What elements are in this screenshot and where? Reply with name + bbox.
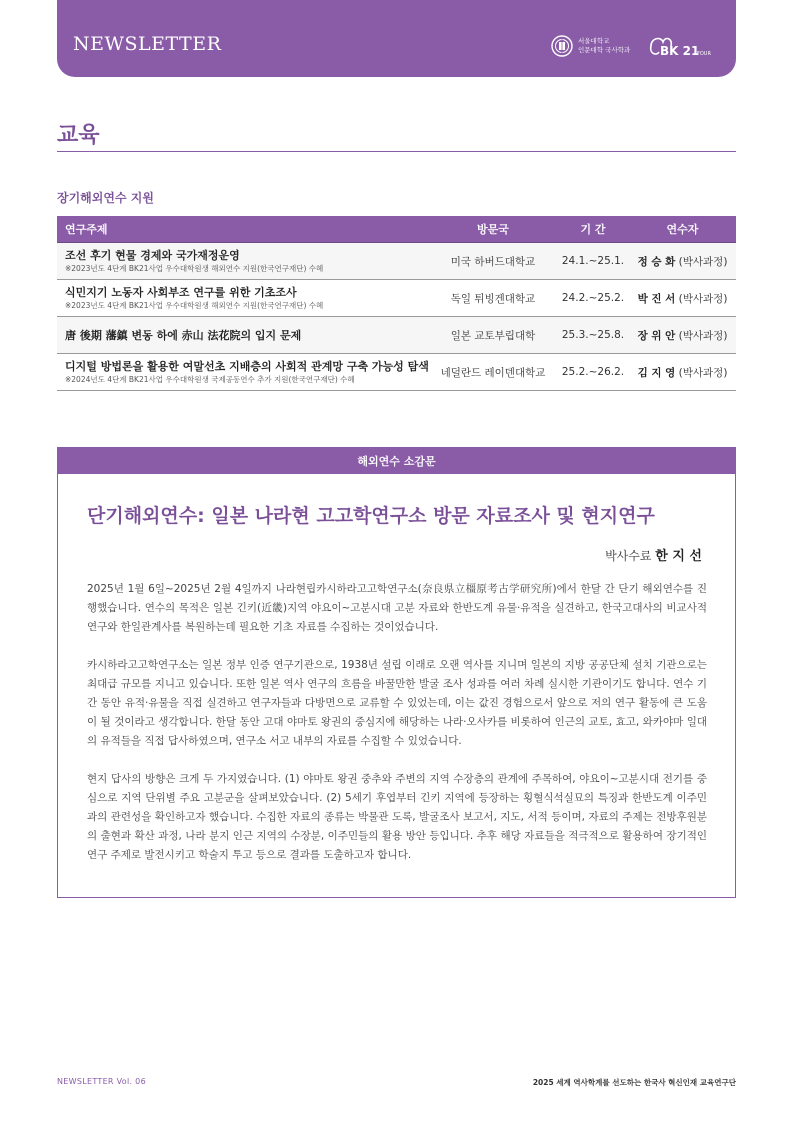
essay-title: 단기해외연수: 일본 나라현 고고학연구소 방문 자료조사 및 현지연구: [87, 505, 655, 527]
subsection-title: 장기해외연수 지원: [57, 191, 154, 205]
header-band: [57, 0, 736, 77]
row-period: 24.1.~25.1.: [561, 255, 625, 267]
row-note: ※2023년도 4단계 BK21사업 우수대학원생 해외연수 지원(한국연구재단) 수혜: [65, 264, 324, 273]
section-divider: [57, 151, 736, 152]
row-topic: 조선 후기 현물 경제와 국가재정운영: [65, 249, 240, 262]
row-researcher: 장 위 안 (박사과정): [637, 329, 728, 342]
table-header: [57, 216, 736, 243]
row-researcher: 김 지 영 (박사과정): [637, 366, 728, 379]
row-topic: 디지털 방법론을 활용한 여말선초 지배층의 사회적 관계망 구축 가능성 탐색: [65, 360, 429, 373]
table-row: [57, 280, 736, 317]
row-topic: 식민지기 노동자 사회부조 연구를 위한 기초조사: [65, 286, 297, 299]
row-note: ※2023년도 4단계 BK21사업 우수대학원생 해외연수 지원(한국연구재단) 수혜: [65, 301, 324, 310]
university-seal-icon: [551, 35, 573, 57]
row-institution: 일본 교토부립대학: [450, 329, 536, 342]
university-name: 서울대학교 인문대학 국사학과: [578, 37, 631, 54]
footer-organization: 2025 세계 역사학계를 선도하는 한국사 혁신인재 교육연구단: [532, 1078, 736, 1087]
column-header-institution: 방문국: [477, 223, 509, 236]
essay-paragraph: 카시하라고고학연구소는 일본 정부 인증 연구기관으로, 1938년 설립 이래로 오랜 역사를 지니며 일본의 지방 공공단체 설치 기관으로는 최대급 규모를 지니고 있습니다. 또한 일본 역사 연구의 흐름을 바꿀만한 발굴 조사 성과를 여러 차례 실시한 기관이기도 합니다. 연수 기간 동안 유적·유물을 직접 실견하고 연구자들과 다방면으로 교류할 수 있었는데, 이는 값진 경험으로서 앞으로 저의 연구 활동에 큰 도움이 될 것이라고 생각합니다. 한달 동안 고대 야마토 왕권의 중심지에 해당하는 나라·오사카를 비롯하여 인근의 교토, 효고, 와카야마 일대의 유적들을 직접 답사하였으며, 연구소 서고 내부의 자료를 수집할 수 있었습니다.: [87, 659, 707, 747]
row-institution: 네덜란드 레이덴대학교: [440, 366, 546, 379]
row-researcher: 박 진 서 (박사과정): [637, 292, 728, 305]
essay-box: [57, 447, 736, 898]
svg-text:BK 21: BK 21: [660, 44, 700, 58]
footer-volume: NEWSLETTER Vol. 06: [57, 1077, 146, 1086]
section-title: 교육: [57, 123, 100, 148]
row-institution: 독일 튀빙겐대학교: [450, 292, 536, 305]
essay-paragraph: 현지 답사의 방향은 크게 두 가지였습니다. (1) 야마토 왕권 중추와 주변의 지역 수장층의 관계에 주목하여, 야요이~고분시대 전기를 중심으로 지역 단위별 주요 고분군을 살펴보았습니다. (2) 5세기 후엽부터 긴키 지역에 등장하는 횡혈식석실묘의 특징과 한반도계 이주민과의 관련성을 확인하고자 했습니다. 수집한 자료의 종류는 박물관 도록, 발굴조사 보고서, 지도, 서적 등이며, 자료의 주제는 전방후원분의 출현과 확산 과정, 나라 분지 인근 지역의 수장분, 이주민들의 활용 방안 등입니다. 추후 해당 자료들을 적극적으로 활용하여 장기적인 연구 주제로 발전시키고 학술지 투고 등으로 결과를 도출하고자 합니다.: [87, 773, 707, 861]
row-topic: 唐 後期 藩鎮 변동 하에 赤山 法花院의 입지 문제: [65, 328, 302, 342]
column-header-period: 기 간: [580, 223, 606, 236]
overseas-training-table: [57, 216, 736, 391]
column-header-topic: 연구주제: [65, 223, 108, 236]
essay-paragraph: 2025년 1월 6일~2025년 2월 4일까지 나라현립카시하라고고학연구소(奈良県立橿原考古学研究所)에서 한달 간 단기 해외연수를 진행했습니다. 연수의 목적은 일본 긴키(近畿)지역 야요이~고분시대 고분 자료와 한반도계 유물·유적을 실견하고, 한국고대사의 비교사적 연구와 한일관계사를 복원하는데 필요한 기초 자료를 수집하는 것이었습니다.: [87, 583, 707, 633]
newsletter-title: NEWSLETTER: [73, 33, 222, 55]
essay-body: [87, 580, 707, 884]
table-row: [57, 317, 736, 354]
essay-author: 박사수료 한 지 선: [605, 549, 702, 564]
column-header-researcher: 연수자: [666, 223, 699, 236]
essay-header: 해외연수 소감문: [58, 447, 735, 474]
row-period: 25.2.~26.2.: [561, 366, 625, 378]
table-row: [57, 243, 736, 280]
row-period: 24.2.~25.2.: [561, 292, 625, 304]
row-institution: 미국 하버드대학교: [450, 255, 536, 268]
row-researcher: 정 승 화 (박사과정): [637, 255, 728, 268]
row-period: 25.3.~25.8.: [561, 329, 625, 341]
table-row: [57, 354, 736, 391]
row-note: ※2024년도 4단계 BK21사업 우수대학원생 국제공동연수 추가 지원(한국연구재단) 수혜: [65, 375, 355, 384]
svg-text:FOUR: FOUR: [697, 51, 711, 57]
bk21-four-logo: [647, 34, 717, 60]
